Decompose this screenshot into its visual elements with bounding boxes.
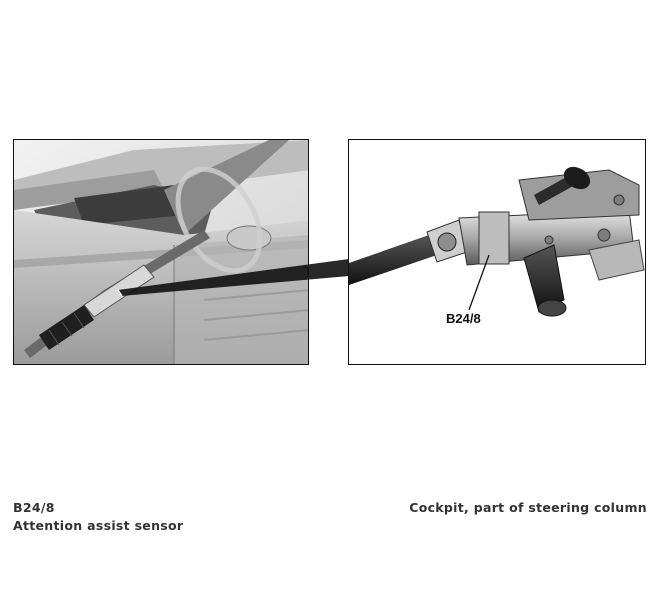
component-callout-label: B24/8	[446, 311, 481, 326]
steering-column-detail-illustration	[348, 139, 646, 365]
component-location: Cockpit, part of steering column	[409, 500, 647, 515]
component-code: B24/8	[13, 500, 55, 515]
component-name: Attention assist sensor	[13, 518, 184, 533]
steering-column-drawing	[349, 140, 646, 365]
